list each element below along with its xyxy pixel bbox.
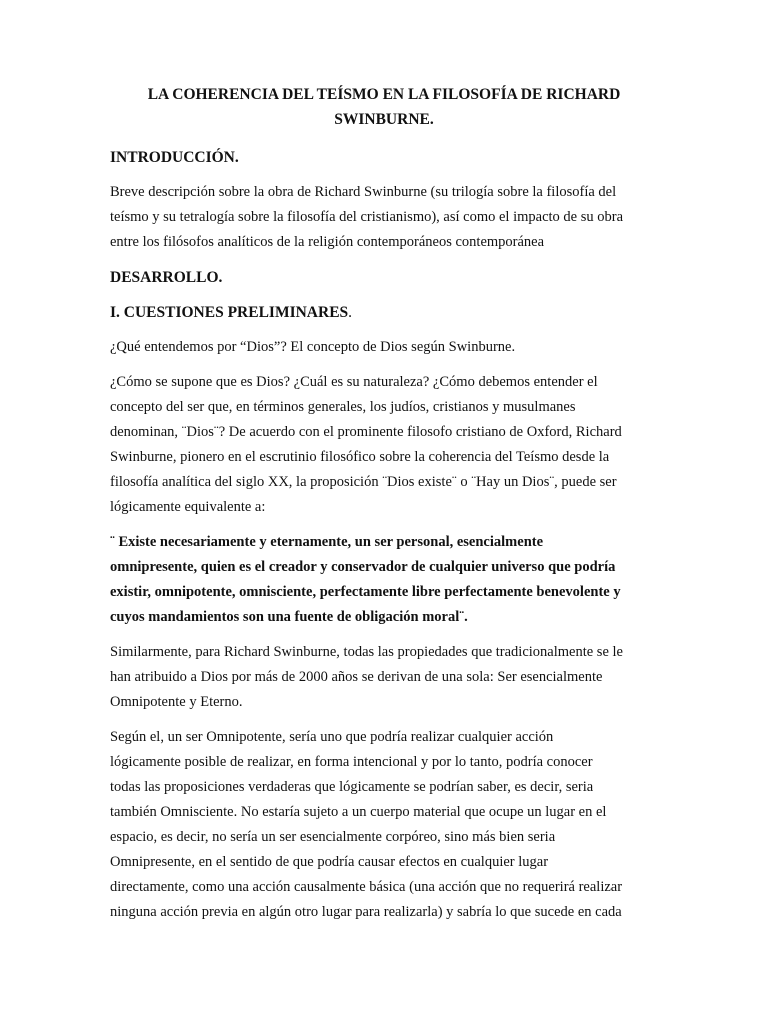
text-line: Omnipotente y Eterno. xyxy=(110,694,243,710)
title-line: LA COHERENCIA DEL TEÍSMO EN LA FILOSOFÍA DE RICHARD xyxy=(147,86,621,103)
text-line: ninguna acción previa en algún otro lugar para realizarla) y sabría lo que sucede en cada xyxy=(110,904,622,920)
text-line: Breve descripción sobre la obra de Richard Swinburne (su trilogía sobre la filosofía del xyxy=(110,184,617,200)
text-line: lógicamente equivalente a: xyxy=(110,499,266,515)
text-line: Omnipresente, en el sentido de que podría causar efectos en cualquier lugar xyxy=(110,854,549,870)
text-line: todas las proposiciones verdaderas que lógicamente se podrían saber, es decir, seria xyxy=(110,779,594,795)
text-line: teísmo y su tetralogía sobre la filosofía del cristianismo), así como el impacto de su obra xyxy=(110,209,624,225)
text-line: ¨ Existe necesariamente y eternamente, un ser personal, esencialmente xyxy=(110,534,544,550)
text-line: existir, omnipotente, omnisciente, perfectamente libre perfectamente benevolente y xyxy=(110,584,621,600)
text-line: Similarmente, para Richard Swinburne, todas las propiedades que tradicionalmente se le xyxy=(110,644,623,660)
text-line: filosofía analítica del siglo XX, la proposición ¨Dios existe¨ o ¨Hay un Dios¨, puede ser xyxy=(110,474,617,490)
paragraph-1 xyxy=(110,370,658,520)
section-heading xyxy=(110,300,658,325)
text-line: han atribuido a Dios por más de 2000 años se derivan de una sola: Ser esencialmente xyxy=(110,669,603,685)
document-title xyxy=(110,82,658,132)
paragraph-3 xyxy=(110,725,658,925)
intro-heading: INTRODUCCIÓN. xyxy=(110,149,239,166)
section-heading-period: . xyxy=(348,304,353,321)
text-line: cuyos mandamientos son una fuente de obligación moral¨. xyxy=(110,609,468,625)
text-line: también Omnisciente. No estaría sujeto a un cuerpo material que ocupe un lugar en el xyxy=(110,804,607,820)
quote-paragraph xyxy=(110,530,658,630)
text-line: directamente, como una acción causalmente básica (una acción que no requerirá realizar xyxy=(110,879,623,895)
text-line: Según el, un ser Omnipotente, sería uno que podría realizar cualquier acción xyxy=(110,729,554,745)
section-heading-text: I. CUESTIONES PRELIMINARES xyxy=(110,304,349,321)
text-line: lógicamente posible de realizar, en forma intencional y por lo tanto, podría conocer xyxy=(110,754,593,770)
title-line: SWINBURNE. xyxy=(334,111,434,128)
question-paragraph xyxy=(110,335,658,360)
text-line: omnipresente, quien es el creador y conservador de cualquier universo que podría xyxy=(110,559,616,575)
text-line: ¿Qué entendemos por “Dios”? El concepto de Dios según Swinburne. xyxy=(110,339,516,355)
text-line: concepto del ser que, en términos generales, los judíos, cristianos y musulmanes xyxy=(110,399,576,415)
text-line: espacio, es decir, no sería un ser esencialmente corpóreo, sino más bien seria xyxy=(110,829,556,845)
text-line: denominan, ¨Dios¨? De acuerdo con el prominente filosofo cristiano de Oxford, Richard xyxy=(110,424,622,440)
text-line: ¿Cómo se supone que es Dios? ¿Cuál es su naturaleza? ¿Cómo debemos entender el xyxy=(110,374,598,390)
text-line: entre los filósofos analíticos de la religión contemporáneos contemporánea xyxy=(110,234,545,250)
desarrollo-heading: DESARROLLO. xyxy=(110,269,223,286)
text-line: Swinburne, pionero en el escrutinio filosófico sobre la coherencia del Teísmo desde la xyxy=(110,449,610,465)
intro-paragraph xyxy=(110,180,658,255)
paragraph-2 xyxy=(110,640,658,715)
